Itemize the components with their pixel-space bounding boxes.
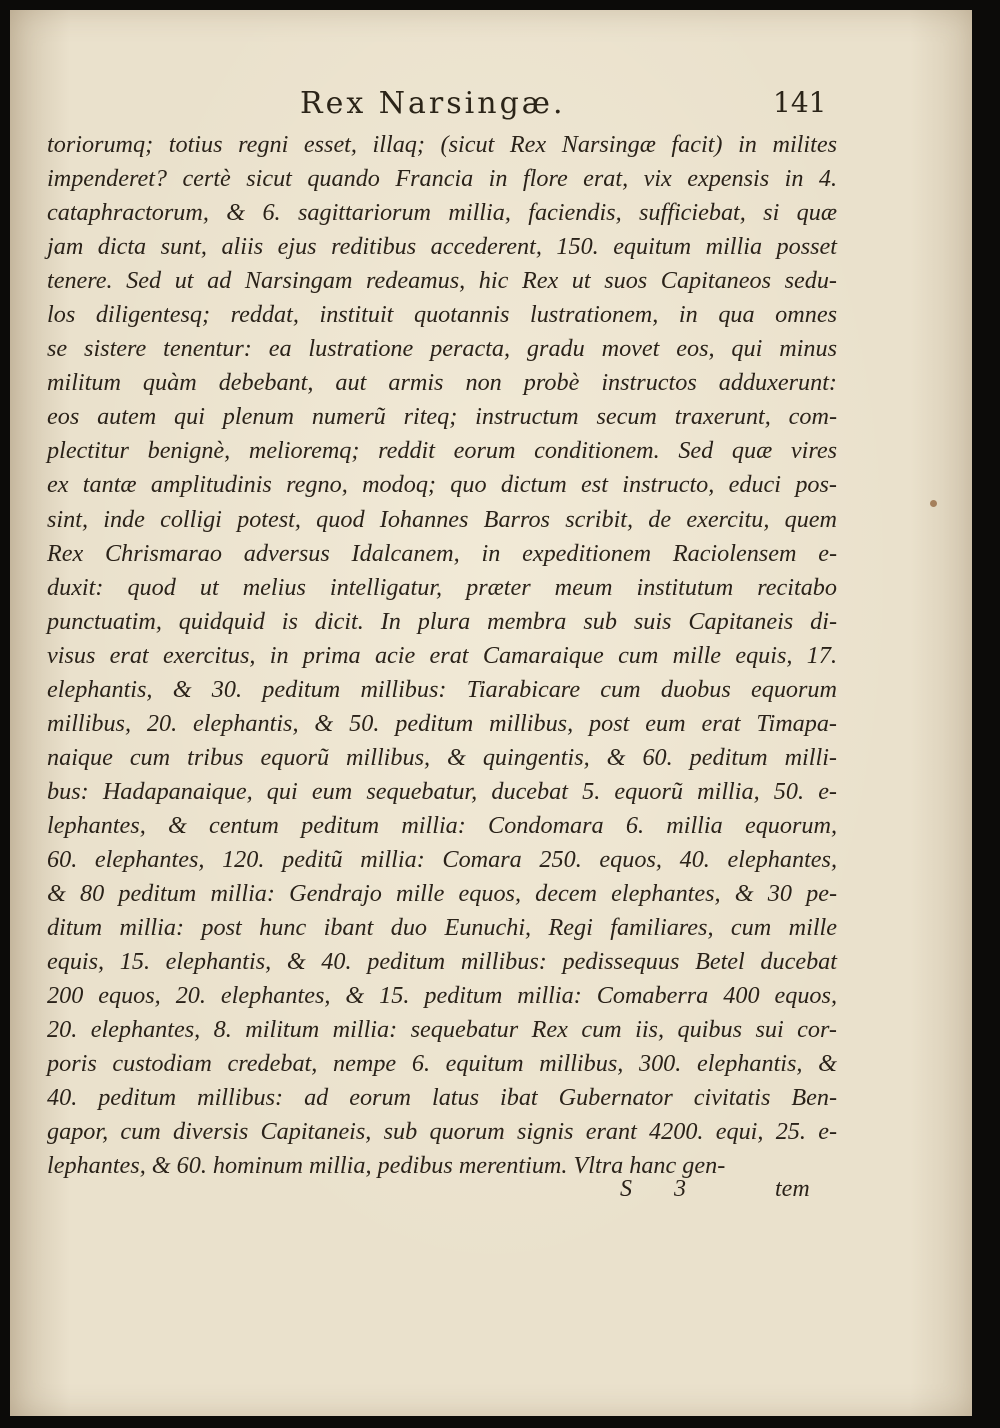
text-line: ditum millia: post hunc ibant duo Eunuchi, Regi familiares, cum mille <box>47 914 837 942</box>
paper-stain <box>930 500 937 507</box>
text-line: & 80 peditum millia: Gendrajo mille equos, decem elephantes, & 30 pe- <box>47 880 837 908</box>
body-text <box>47 128 837 1183</box>
text-line: visus erat exercitus, in prima acie erat Camaraique cum mille equis, 17. <box>47 641 837 669</box>
scan-edge <box>972 0 1000 1428</box>
text-line: se sistere tenentur: ea lustratione peracta, gradu movet eos, qui minus <box>47 335 837 363</box>
text-line: duxit: quod ut melius intelligatur, præter meum institutum recitabo <box>47 573 837 601</box>
page-header <box>10 86 976 126</box>
text-line: naique cum tribus equorũ millibus, & quingentis, & 60. peditum milli- <box>47 743 837 771</box>
text-line: 40. peditum millibus: ad eorum latus ibat Gubernator civitatis Ben- <box>47 1084 837 1112</box>
text-line: tenere. Sed ut ad Narsingam redeamus, hic Rex ut suos Capitaneos sedu- <box>47 267 837 295</box>
text-line: elephantis, & 30. peditum millibus: Tiarabicare cum duobus equorum <box>47 675 837 703</box>
page-number: 141 <box>773 86 827 119</box>
text-line: plectitur benignè, melioremq; reddit eorum conditionem. Sed quæ vires <box>47 437 837 465</box>
text-line: lephantes, & 60. hominum millia, pedibus merentium. Vltra hanc gen- <box>47 1152 726 1180</box>
text-line: Rex Chrismarao adversus Idalcanem, in expeditionem Raciolensem e- <box>47 539 837 567</box>
text-line: jam dicta sunt, aliis ejus reditibus accederent, 150. equitum millia posset <box>47 233 837 261</box>
text-line: militum quàm debebant, aut armis non probè instructos adduxerunt: <box>47 369 837 397</box>
text-line: 20. elephantes, 8. militum millia: sequebatur Rex cum iis, quibus sui cor- <box>47 1016 837 1044</box>
text-line: eos autem qui plenum numerũ riteq; instructum secum traxerunt, com- <box>47 403 837 431</box>
text-line: millibus, 20. elephantis, & 50. peditum millibus, post eum erat Timapa- <box>47 709 837 737</box>
page-footer <box>10 1176 976 1210</box>
text-line: impenderet? certè sicut quando Francia in flore erat, vix expensis in 4. <box>47 165 837 193</box>
running-title: Rex Narsingæ. <box>300 86 566 121</box>
text-line: gapor, cum diversis Capitaneis, sub quorum signis erant 4200. equi, 25. e- <box>47 1118 837 1146</box>
text-line: 200 equos, 20. elephantes, & 15. peditum millia: Comaberra 400 equos, <box>47 982 837 1010</box>
text-line: punctuatim, quidquid is dicit. In plura membra sub suis Capitaneis di- <box>47 607 837 635</box>
text-line: ex tantæ amplitudinis regno, modoq; quo dictum est instructo, educi pos- <box>47 471 837 499</box>
text-line: poris custodiam credebat, nempe 6. equitum millibus, 300. elephantis, & <box>47 1050 837 1078</box>
text-line: sint, inde colligi potest, quod Iohannes Barros scribit, de exercitu, quem <box>47 505 837 533</box>
text-line: toriorumq; totius regni esset, illaq; (sicut Rex Narsingæ facit) in milites <box>47 131 837 158</box>
text-line: 60. elephantes, 120. peditũ millia: Comara 250. equos, 40. elephantes, <box>47 845 837 873</box>
catchword: tem <box>775 1176 810 1202</box>
text-line: los diligentesq; reddat, instituit quotannis lustrationem, in qua omnes <box>47 301 837 329</box>
text-line: cataphractorum, & 6. sagittariorum millia, faciendis, sufficiebat, si quæ <box>47 199 837 227</box>
text-line: equis, 15. elephantis, & 40. peditum millibus: pedissequus Betel ducebat <box>47 948 837 976</box>
signature-mark: S 3 <box>620 1176 704 1202</box>
text-line: lephantes, & centum peditum millia: Condomara 6. millia equorum, <box>47 811 837 839</box>
book-page <box>10 10 976 1416</box>
text-line: bus: Hadapanaique, qui eum sequebatur, ducebat 5. equorũ millia, 50. e- <box>47 777 837 805</box>
